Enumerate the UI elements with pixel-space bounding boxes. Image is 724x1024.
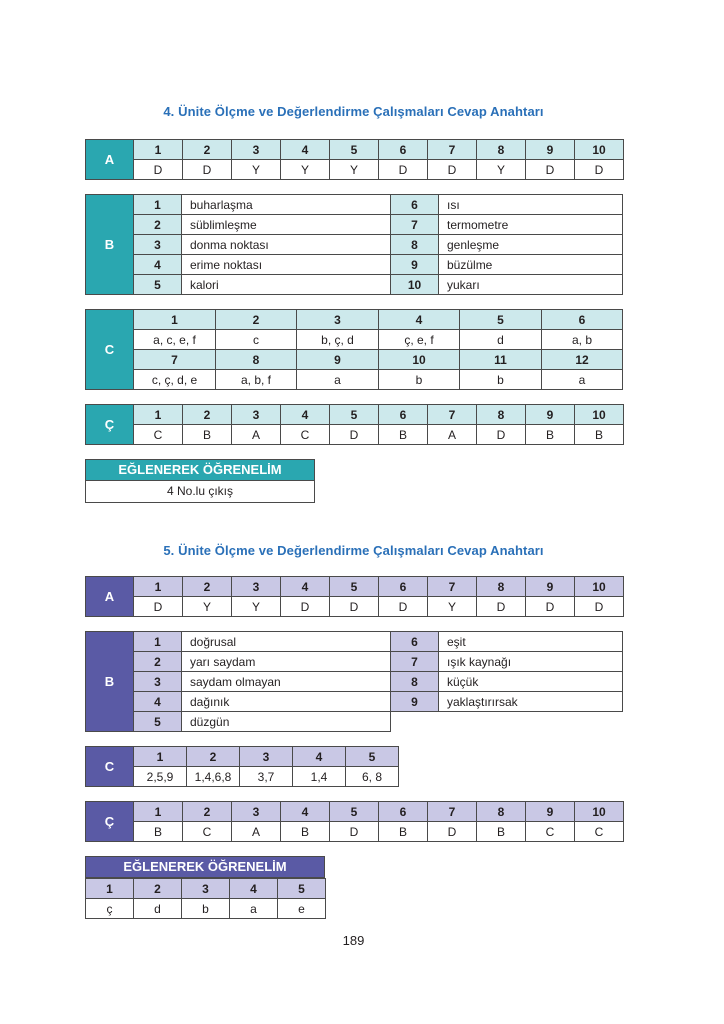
row-label: C [86, 747, 134, 787]
answer-text: ısı [439, 195, 623, 215]
answer-cell: D [330, 597, 379, 617]
unit5-title: 5. Ünite Ölçme ve Değerlendirme Çalışmaları Cevap Anahtarı [163, 543, 544, 558]
answer-cell: B [379, 425, 428, 445]
answer-cell: B [575, 425, 624, 445]
question-number: 9 [526, 140, 575, 160]
unit5-fun-table [85, 878, 622, 919]
question-number: 5 [346, 747, 399, 767]
answer-text: yaklaştırırsak [439, 692, 623, 712]
question-number: 1 [134, 310, 216, 330]
answer-cell: D [330, 822, 379, 842]
answer-cell: B [134, 822, 183, 842]
answer-cell: Y [428, 597, 477, 617]
answer-cell: b, ç, d [297, 330, 379, 350]
answer-cell: A [232, 425, 281, 445]
question-number: 9 [526, 405, 575, 425]
answer-text: yarı saydam [182, 652, 391, 672]
answer-cell: D [134, 597, 183, 617]
question-number: 5 [330, 802, 379, 822]
answer-cell: B [526, 425, 575, 445]
question-number: 9 [297, 350, 379, 370]
answer-cell: a, b, f [216, 370, 297, 390]
question-number: 10 [575, 140, 624, 160]
unit4-title: 4. Ünite Ölçme ve Değerlendirme Çalışmaları Cevap Anahtarı [163, 104, 544, 119]
row-label: B [86, 195, 134, 295]
answer-cell: 1,4,6,8 [187, 767, 240, 787]
answer-cell: D [428, 160, 477, 180]
question-number: 12 [542, 350, 623, 370]
answer-text: küçük [439, 672, 623, 692]
question-number: 6 [379, 405, 428, 425]
answer-cell: D [330, 425, 379, 445]
answer-cell: D [477, 425, 526, 445]
question-number: 6 [379, 140, 428, 160]
question-number: 1 [134, 195, 182, 215]
question-number: 3 [232, 577, 281, 597]
question-number: 7 [428, 577, 477, 597]
answer-cell: Y [281, 160, 330, 180]
unit4-fun-box [85, 459, 622, 503]
question-number: 4 [379, 310, 460, 330]
question-number: 1 [134, 747, 187, 767]
question-number: 8 [477, 140, 526, 160]
answer-cell: D [526, 160, 575, 180]
unit5-fun-box [85, 856, 622, 919]
answer-cell: B [183, 425, 232, 445]
question-number: 2 [134, 879, 182, 899]
question-number: 10 [575, 577, 624, 597]
unit4-table-b [85, 194, 622, 295]
answer-text: yukarı [439, 275, 623, 295]
question-number: 7 [391, 652, 439, 672]
question-number: 2 [187, 747, 240, 767]
question-number: 3 [240, 747, 293, 767]
answer-cell: C [575, 822, 624, 842]
question-number: 6 [391, 632, 439, 652]
answer-cell: D [526, 597, 575, 617]
answer-cell: C [526, 822, 575, 842]
question-number: 6 [542, 310, 623, 330]
answer-text: ışık kaynağı [439, 652, 623, 672]
answer-cell: e [278, 899, 326, 919]
question-number: 4 [134, 255, 182, 275]
question-number: 1 [134, 140, 183, 160]
answer-cell: 6, 8 [346, 767, 399, 787]
answer-cell: a [230, 899, 278, 919]
question-number: 2 [183, 577, 232, 597]
answer-cell: D [134, 160, 183, 180]
question-number: 4 [293, 747, 346, 767]
question-number: 10 [379, 350, 460, 370]
answer-cell: D [379, 597, 428, 617]
answer-cell: d [460, 330, 542, 350]
question-number: 5 [330, 577, 379, 597]
question-number: 5 [134, 712, 182, 732]
answer-cell: D [477, 597, 526, 617]
answer-cell: 1,4 [293, 767, 346, 787]
unit5-table-a [85, 576, 622, 617]
answer-text: kalori [182, 275, 391, 295]
row-label: B [86, 632, 134, 732]
question-number: 3 [182, 879, 230, 899]
answer-cell: b [460, 370, 542, 390]
row-label: C [86, 310, 134, 390]
answer-cell: D [379, 160, 428, 180]
question-number: 8 [477, 405, 526, 425]
answer-text: buharlaşma [182, 195, 391, 215]
unit4-table-c [85, 309, 622, 390]
question-number: 8 [477, 577, 526, 597]
question-number: 2 [134, 652, 182, 672]
answer-cell: Y [330, 160, 379, 180]
answer-cell: b [379, 370, 460, 390]
question-number: 4 [281, 802, 330, 822]
unit4-table-ch [85, 404, 622, 445]
question-number: 11 [460, 350, 542, 370]
question-number: 3 [134, 235, 182, 255]
answer-cell: d [134, 899, 182, 919]
question-number: 7 [134, 350, 216, 370]
answer-cell: B [379, 822, 428, 842]
row-label: Ç [86, 405, 134, 445]
answer-cell: D [575, 160, 624, 180]
unit5-fun-title: EĞLENEREK ÖĞRENELİM [85, 856, 325, 878]
answer-cell: Y [232, 597, 281, 617]
answer-text: termometre [439, 215, 623, 235]
answer-cell: a [297, 370, 379, 390]
answer-cell: a [542, 370, 623, 390]
answer-cell: D [575, 597, 624, 617]
question-number: 8 [216, 350, 297, 370]
question-number: 1 [86, 879, 134, 899]
question-number: 4 [281, 577, 330, 597]
question-number: 5 [134, 275, 182, 295]
question-number: 2 [183, 405, 232, 425]
question-number: 4 [230, 879, 278, 899]
question-number: 9 [526, 802, 575, 822]
question-number: 10 [391, 275, 439, 295]
row-label: Ç [86, 802, 134, 842]
answer-cell: c, ç, d, e [134, 370, 216, 390]
answer-text: düzgün [182, 712, 391, 732]
question-number: 4 [281, 405, 330, 425]
question-number: 3 [134, 672, 182, 692]
question-number: 2 [183, 802, 232, 822]
row-label: A [86, 140, 134, 180]
question-number: 3 [232, 802, 281, 822]
answer-cell: B [281, 822, 330, 842]
row-label: A [86, 577, 134, 617]
answer-cell: 2,5,9 [134, 767, 187, 787]
answer-text: erime noktası [182, 255, 391, 275]
question-number: 3 [297, 310, 379, 330]
question-number: 5 [330, 140, 379, 160]
answer-cell: ç [86, 899, 134, 919]
answer-cell: ç, e, f [379, 330, 460, 350]
answer-text: eşit [439, 632, 623, 652]
answer-cell: A [232, 822, 281, 842]
answer-cell: 3,7 [240, 767, 293, 787]
question-number: 1 [134, 802, 183, 822]
question-number: 5 [278, 879, 326, 899]
answer-cell: a, b [542, 330, 623, 350]
answer-cell: Y [232, 160, 281, 180]
question-number: 10 [575, 405, 624, 425]
question-number: 9 [391, 692, 439, 712]
unit4-fun-answer: 4 No.lu çıkış [85, 481, 315, 503]
answer-cell: C [134, 425, 183, 445]
answer-cell: Y [183, 597, 232, 617]
page-number: 189 [342, 933, 365, 948]
unit4-fun-title: EĞLENEREK ÖĞRENELİM [85, 459, 315, 481]
answer-cell: c [216, 330, 297, 350]
question-number: 9 [391, 255, 439, 275]
question-number: 1 [134, 632, 182, 652]
answer-cell: Y [477, 160, 526, 180]
unit5-table-c [85, 746, 622, 787]
question-number: 2 [183, 140, 232, 160]
question-number: 7 [391, 215, 439, 235]
answer-cell: C [281, 425, 330, 445]
question-number: 8 [477, 802, 526, 822]
question-number: 7 [428, 405, 477, 425]
answer-cell: D [428, 822, 477, 842]
question-number: 1 [134, 577, 183, 597]
answer-text: süblimleşme [182, 215, 391, 235]
answer-text: donma noktası [182, 235, 391, 255]
question-number: 9 [526, 577, 575, 597]
answer-text: dağınık [182, 692, 391, 712]
question-number: 7 [428, 140, 477, 160]
question-number: 3 [232, 405, 281, 425]
unit5-table-b [85, 631, 622, 732]
question-number: 4 [281, 140, 330, 160]
question-number: 8 [391, 235, 439, 255]
answer-cell: b [182, 899, 230, 919]
question-number: 4 [134, 692, 182, 712]
answer-text: saydam olmayan [182, 672, 391, 692]
question-number: 5 [460, 310, 542, 330]
question-number: 1 [134, 405, 183, 425]
question-number: 10 [575, 802, 624, 822]
answer-text: doğrusal [182, 632, 391, 652]
question-number: 2 [134, 215, 182, 235]
answer-cell: D [281, 597, 330, 617]
answer-cell: D [183, 160, 232, 180]
question-number: 3 [232, 140, 281, 160]
question-number: 2 [216, 310, 297, 330]
answer-cell: a, c, e, f [134, 330, 216, 350]
question-number: 8 [391, 672, 439, 692]
answer-cell: A [428, 425, 477, 445]
answer-cell: C [183, 822, 232, 842]
question-number: 6 [379, 577, 428, 597]
unit4-table-a [85, 139, 622, 180]
unit5-table-ch [85, 801, 622, 842]
question-number: 6 [391, 195, 439, 215]
answer-text: genleşme [439, 235, 623, 255]
question-number: 7 [428, 802, 477, 822]
answer-cell: B [477, 822, 526, 842]
answer-text: büzülme [439, 255, 623, 275]
question-number: 6 [379, 802, 428, 822]
question-number: 5 [330, 405, 379, 425]
